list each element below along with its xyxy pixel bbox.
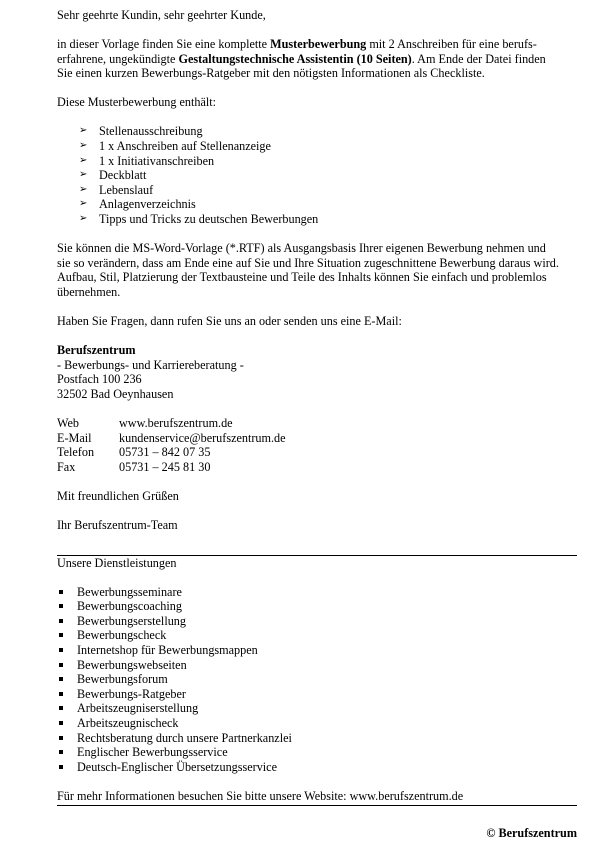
service-item: Bewerbungsforum <box>57 672 577 687</box>
service-item: Bewerbungserstellung <box>57 614 577 629</box>
copyright-text: © Berufszentrum <box>486 826 577 840</box>
contact-row-email <box>57 431 286 446</box>
contents-item: ➢ 1 x Anschreiben auf Stellenanzeige <box>79 139 577 154</box>
intro-text-2: mit 2 Anschreiben für eine berufs- <box>366 37 537 52</box>
intro-bold-musterbewerbung: Musterbewerbung <box>270 37 367 52</box>
contents-item: ➢ Tipps und Tricks zu deutschen Bewerbungen <box>79 212 577 227</box>
intro-text-1: in dieser Vorlage finden Sie eine komplette <box>57 37 271 52</box>
questions-text: Haben Sie Fragen, dann rufen Sie uns an oder senden uns eine E-Mail: <box>57 314 402 328</box>
divider-bottom <box>57 805 577 806</box>
company-name: Berufszentrum <box>57 343 136 358</box>
contents-item: ➢ 1 x Initiativanschreiben <box>79 154 577 169</box>
intro-text-5: Sie einen kurzen Bewerbungs-Ratgeber mit den nötigsten Informationen als Checkliste. <box>57 66 485 81</box>
service-item: Arbeitszeugniserstellung <box>57 701 577 716</box>
salutation: Sehr geehrte Kundin, sehr geehrter Kunde, <box>57 8 266 22</box>
address-block <box>57 343 577 401</box>
services-heading: Unsere Dienstleistungen <box>57 555 177 570</box>
service-item: Englischer Bewerbungsservice <box>57 745 577 760</box>
signature-text: Ihr Berufszentrum-Team <box>57 517 178 532</box>
service-item: Bewerbungscoaching <box>57 599 577 614</box>
usage-paragraph <box>57 241 577 299</box>
contents-item: ➢ Deckblatt <box>79 168 577 183</box>
document-page <box>57 8 577 806</box>
contact-label: Fax <box>57 459 76 474</box>
service-item: Deutsch-Englischer Übersetzungsservice <box>57 760 577 775</box>
contact-table <box>57 416 286 474</box>
contact-label: Web <box>57 415 80 430</box>
address-line: Postfach 100 236 <box>57 372 142 387</box>
email-link[interactable]: kundenservice@berufszentrum.de <box>119 430 286 445</box>
usage-line: übernehmen. <box>57 284 121 299</box>
phone-value: 05731 – 842 07 35 <box>119 445 211 460</box>
intro-text-3: erfahrene, ungekündigte <box>57 51 179 66</box>
service-item: Bewerbungsseminare <box>57 585 577 600</box>
contents-item: ➢ Lebenslauf <box>79 183 577 198</box>
contact-row-web <box>57 416 286 431</box>
intro-bold-job-title: Gestaltungstechnische Assistentin (10 Seiten) <box>178 51 412 66</box>
service-item: Bewerbungswebseiten <box>57 658 577 673</box>
services-list <box>57 585 577 775</box>
service-item: Bewerbungscheck <box>57 628 577 643</box>
intro-text-4: . Am Ende der Datei finden <box>411 51 546 66</box>
contents-heading: Diese Musterbewerbung enthält: <box>57 95 217 110</box>
contact-row-fax <box>57 460 286 475</box>
contents-item: ➢ Stellenausschreibung <box>79 124 577 139</box>
contents-item: ➢ Anlagenverzeichnis <box>79 197 577 212</box>
web-link[interactable]: www.berufszentrum.de <box>119 415 233 430</box>
closing-text: Mit freundlichen Grüßen <box>57 488 179 503</box>
intro-paragraph <box>57 37 577 81</box>
contact-row-phone <box>57 445 286 460</box>
contents-list <box>57 124 577 226</box>
address-line: 32502 Bad Oeynhausen <box>57 386 174 401</box>
service-item: Arbeitszeugnischeck <box>57 716 577 731</box>
service-item: Bewerbungs-Ratgeber <box>57 687 577 702</box>
contact-label: E-Mail <box>57 430 92 445</box>
address-line: - Bewerbungs- und Karriereberatung - <box>57 357 244 372</box>
usage-line: sie so verändern, dass am Ende eine auf Sie und Ihre Situation zugeschnittene Bewerbung daraus wird. <box>57 255 559 270</box>
more-info-text: Für mehr Informationen besuchen Sie bitte unsere Website: www.berufszentrum.de <box>57 788 464 803</box>
service-item: Internetshop für Bewerbungsmappen <box>57 643 577 658</box>
usage-line: Aufbau, Stil, Platzierung der Textbausteine und Teile des Inhalts können Sie einfach und problemlos <box>57 270 547 285</box>
fax-value: 05731 – 245 81 30 <box>119 459 211 474</box>
service-item: Rechtsberatung durch unsere Partnerkanzlei <box>57 731 577 746</box>
usage-line: Sie können die MS-Word-Vorlage (*.RTF) als Ausgangsbasis Ihrer eigenen Bewerbung nehmen und <box>57 241 546 256</box>
contact-label: Telefon <box>57 445 95 460</box>
